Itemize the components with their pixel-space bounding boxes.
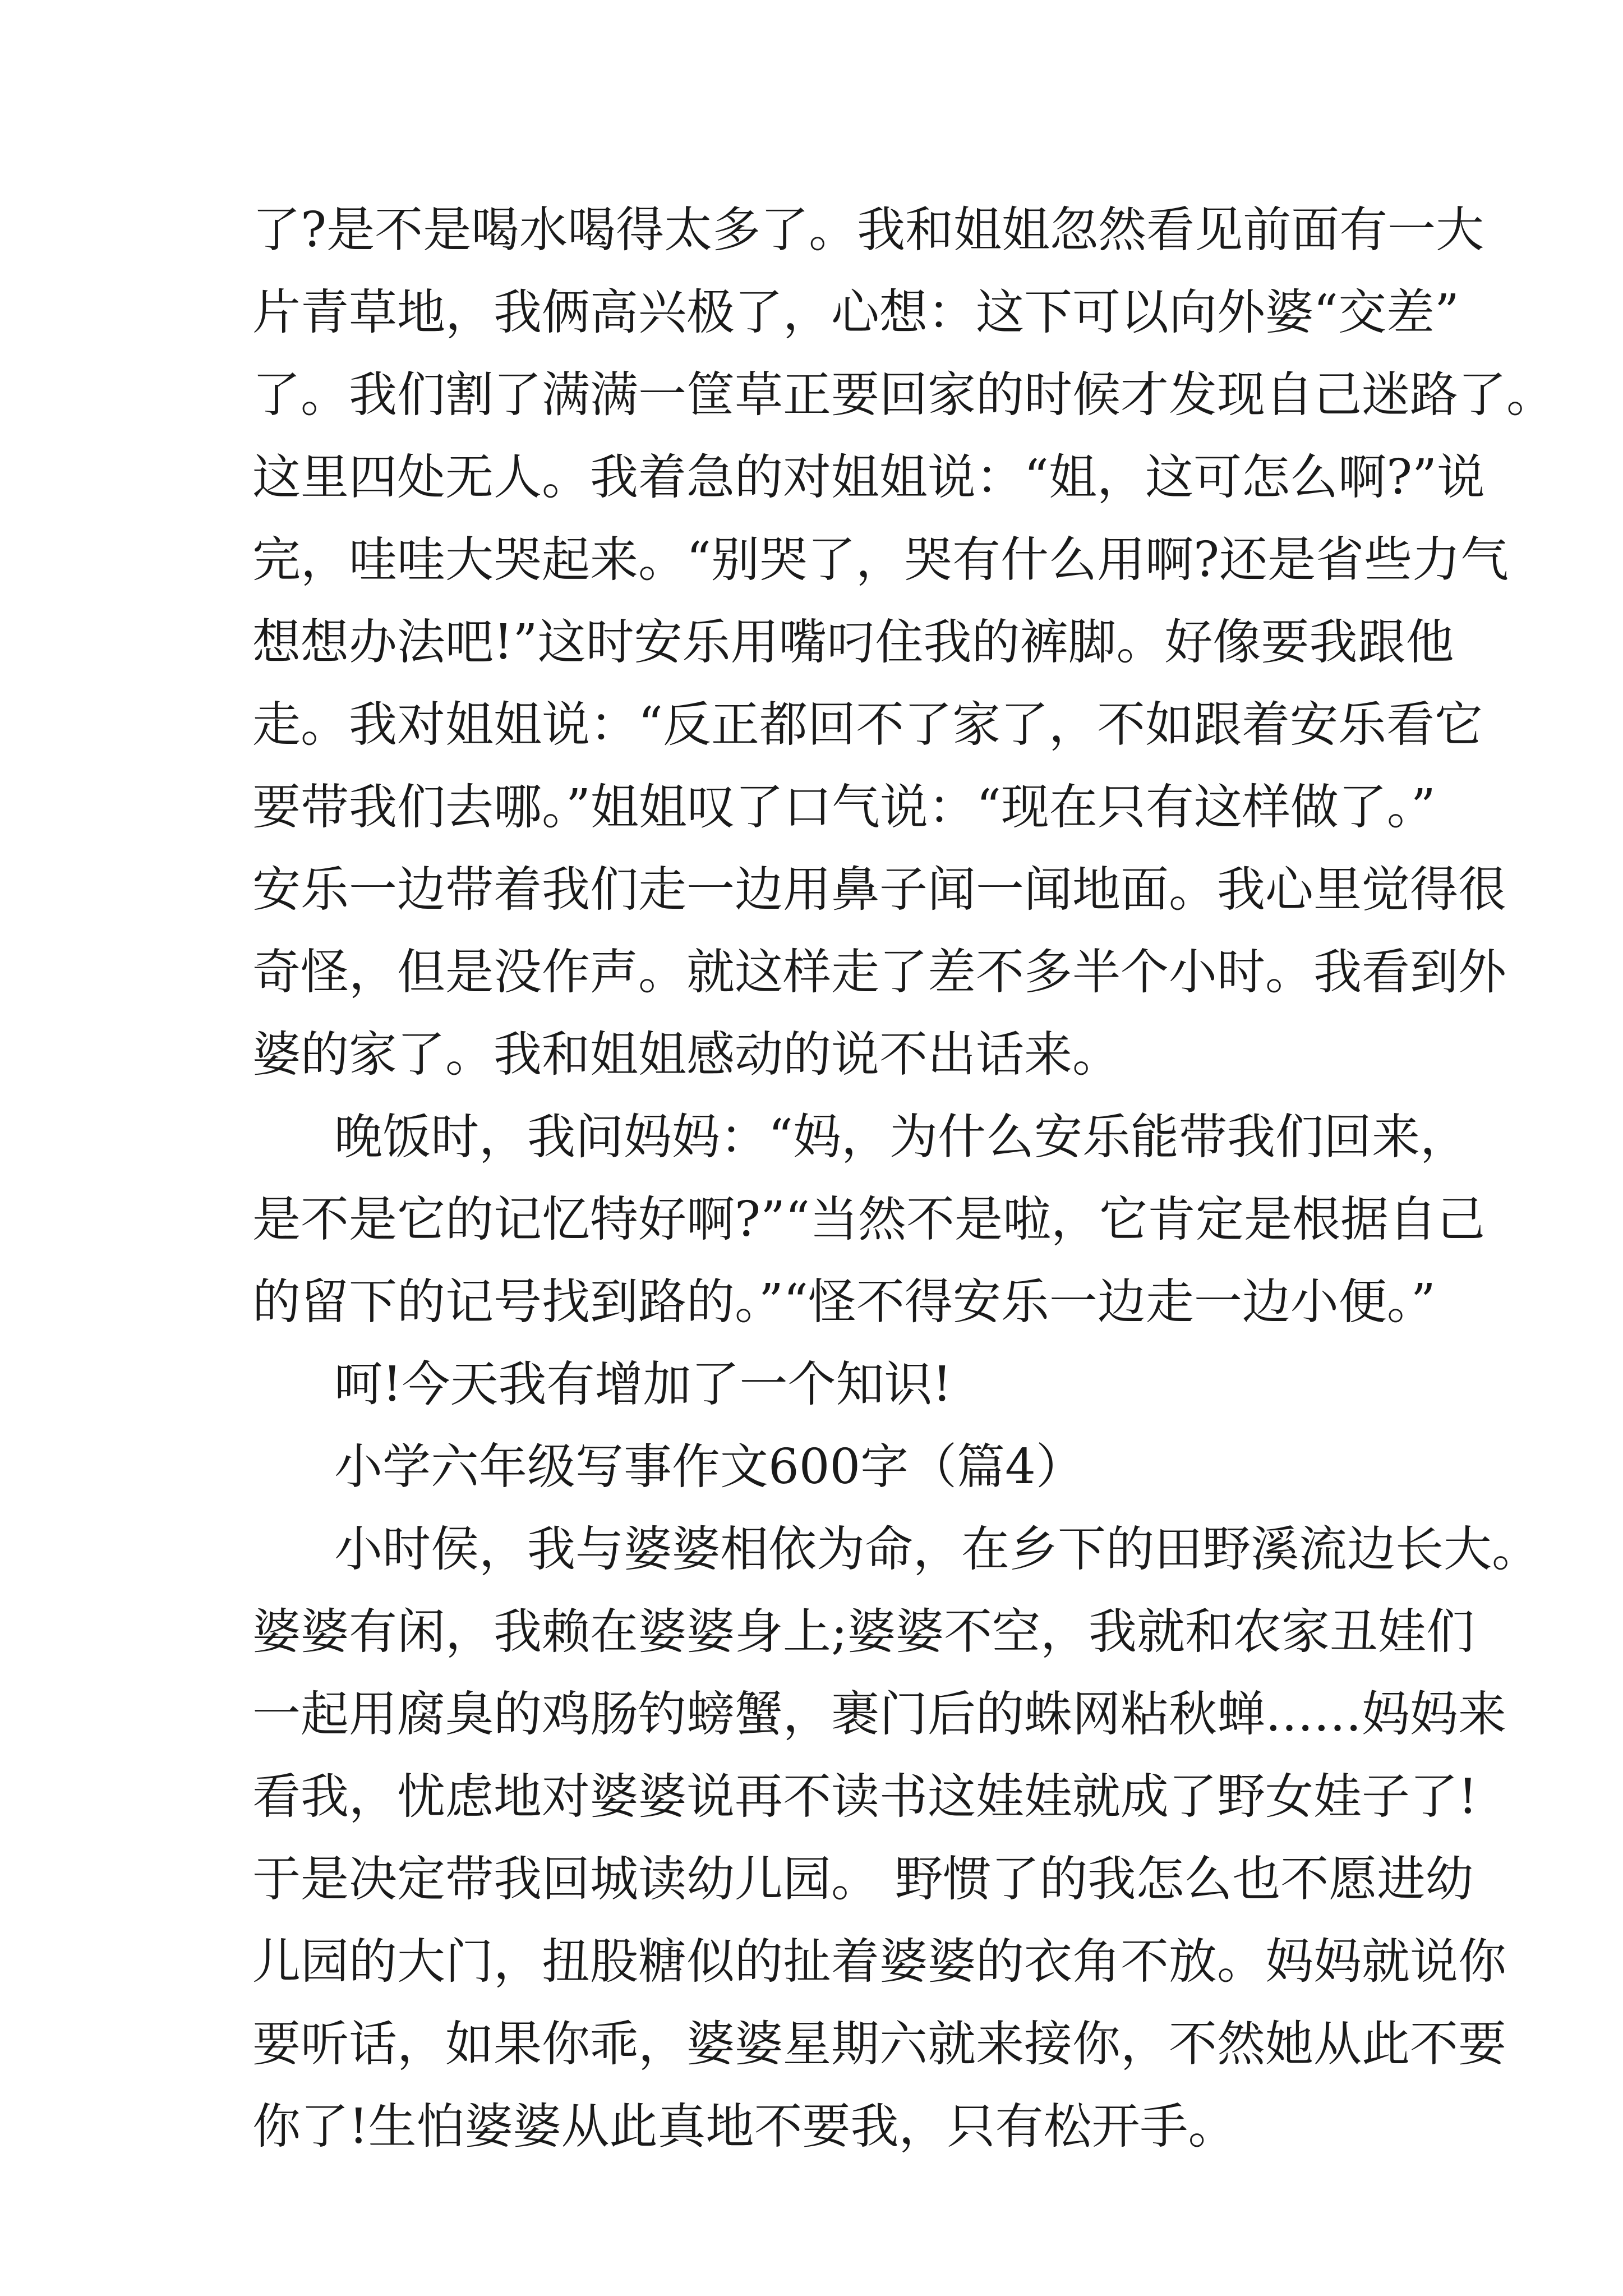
text-line: 完，哇哇大哭起来。“别哭了，哭有什么用啊?还是省些力气	[252, 532, 1509, 588]
text-line: 婆婆有闲，我赖在婆婆身上;婆婆不空，我就和农家丑娃们	[252, 1604, 1474, 1660]
text-line: 儿园的大门，扭股糖似的扯着婆婆的衣角不放。妈妈就说你	[252, 1934, 1506, 1990]
text-line: 奇怪，但是没作声。就这样走了差不多半个小时。我看到外	[252, 944, 1506, 1000]
text-line: 了?是不是喝水喝得太多了。我和姐姐忽然看见前面有一大	[252, 202, 1484, 258]
paragraph-first-line: 晚饭时，我问妈妈：“妈，为什么安乐能带我们回来，	[334, 1109, 1468, 1165]
text-line: 安乐一边带着我们走一边用鼻子闻一闻地面。我心里觉得很	[252, 862, 1506, 918]
text-line: 想想办法吧!”这时安乐用嘴叼住我的裤脚。好像要我跟他	[252, 614, 1454, 670]
text-line: 你了!生怕婆婆从此真地不要我，只有松开手。	[252, 2099, 1237, 2155]
text-line: 是不是它的记忆特好啊?”“当然不是啦，它肯定是根据自己	[252, 1191, 1486, 1248]
paragraph-first-line: 呵!今天我有增加了一个知识!	[334, 1356, 952, 1412]
text-line: 一起用腐臭的鸡肠钓螃蟹，裹门后的蛛网粘秋蝉……妈妈来	[252, 1686, 1506, 1742]
text-line: 要听话，如果你乖，婆婆星期六就来接你，不然她从此不要	[252, 2016, 1506, 2072]
text-line: 于是决定带我回城读幼儿园。 野惯了的我怎么也不愿进幼	[252, 1851, 1474, 1907]
paragraph-first-line: 小时侯，我与婆婆相依为命，在乡下的田野溪流边长大。	[334, 1521, 1540, 1577]
text-line: 了。我们割了满满一筐草正要回家的时候才发现自己迷路了。	[252, 367, 1555, 423]
text-line: 看我，忧虑地对婆婆说再不读书这娃娃就成了野女娃子了!	[252, 1769, 1478, 1825]
text-line: 片青草地，我俩高兴极了，心想：这下可以向外婆“交差”	[252, 284, 1459, 341]
text-line: 婆的家了。我和姐姐感动的说不出话来。	[252, 1027, 1121, 1083]
section-heading: 小学六年级写事作文600字（篇4）	[334, 1439, 1084, 1495]
text-line: 走。我对姐姐说：“反正都回不了家了，不如跟着安乐看它	[252, 697, 1483, 753]
text-line: 这里四处无人。我着急的对姐姐说：“姐，这可怎么啊?”说	[252, 449, 1486, 505]
text-line: 的留下的记号找到路的。”“怪不得安乐一边走一边小便。”	[252, 1274, 1436, 1330]
text-line: 要带我们去哪。”姐姐叹了口气说：“现在只有这样做了。”	[252, 779, 1436, 835]
